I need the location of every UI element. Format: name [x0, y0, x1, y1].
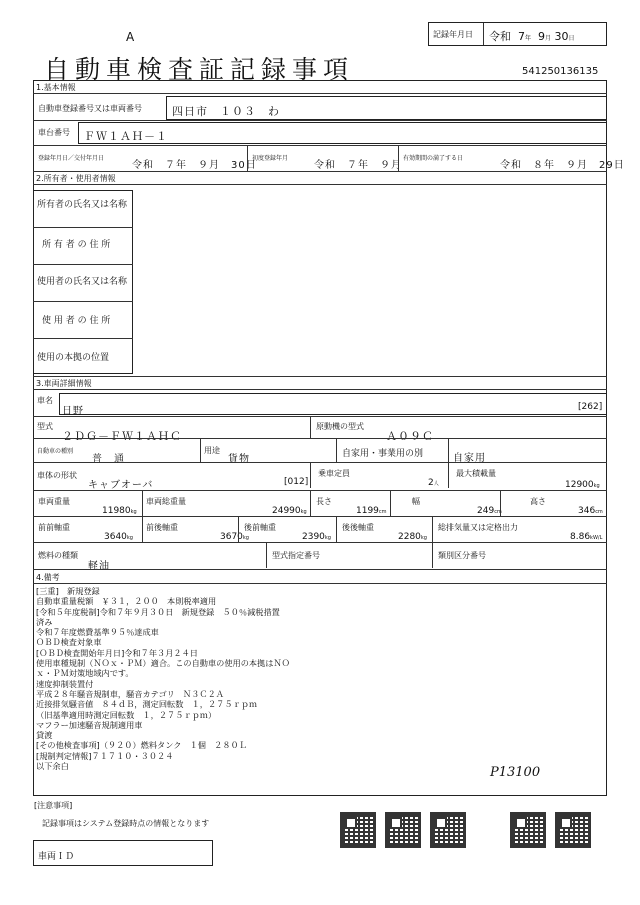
remark-line: [ＯＢＤ検査開始年月日]令和７年３月２４日 [36, 647, 198, 658]
section-vehicle-title: 3.車両詳細情報 [36, 379, 92, 388]
axle-ff-label: 前前軸重 [38, 523, 70, 532]
remark-line: [その他検査事項]（９２０）燃料タンク １個 ２８０Ｌ [36, 740, 247, 751]
shape-value: キャブオーバ [88, 480, 154, 491]
axle-fr-value: 3670kg [220, 532, 249, 542]
reg-number-value: 四日市 １０３ わ [172, 105, 280, 118]
owner-address-label: 所 有 者 の 住 所 [42, 240, 111, 250]
remark-line: 使用車種規制（ＮＯｘ・ＰＭ）適合。この自動車の使用の本拠はＮＯ [36, 658, 290, 669]
owner-name-label: 所有者の氏名又は名称 [37, 200, 128, 210]
axle-fr-label: 前後軸重 [146, 523, 178, 532]
max-load-value: 12900kg [565, 480, 600, 490]
document-number: 541250136135 [522, 66, 599, 77]
section-remarks-title: 4.備考 [36, 573, 60, 582]
engine-value: Ａ０９Ｃ [386, 430, 434, 443]
make-value: 日野 [62, 406, 84, 417]
weight-value: 11980kg [102, 506, 137, 516]
remark-line: [令和５年度税制]令和７年９月３０日 新規登録 ５０％減税措置 [36, 606, 280, 617]
remark-line: [規制判定情報]７１７１０・３０２４ [36, 750, 174, 761]
qr-code-2 [385, 812, 421, 848]
qr-code-1 [340, 812, 376, 848]
shape-label: 車体の形状 [37, 471, 77, 480]
first-reg-value: 令和 ７年 ９月 [314, 160, 402, 171]
model-value: ２ＤＧ－ＦＷ１ＡＨＣ [62, 430, 182, 443]
reg-date-value: 令和 ７年 ９月 30日 [132, 160, 257, 171]
qr-code-4 [510, 812, 546, 848]
record-date-label: 記録年月日 [433, 30, 473, 39]
remark-line: 済み [36, 616, 53, 627]
displacement-value: 8.86kW/L [570, 532, 603, 542]
vehicle-id-box [33, 840, 213, 866]
remark-line: 平成２８年騒音規制車，騒音カテゴリ Ｎ３Ｃ２Ａ [36, 688, 224, 699]
user-address-label: 使 用 者 の 住 所 [42, 316, 111, 326]
first-reg-label: 初度登録年月 [252, 155, 289, 162]
chassis-label: 車台番号 [38, 128, 70, 137]
remark-line: [三重] 新規登録 [36, 586, 100, 596]
gross-value: 24990kg [272, 506, 307, 516]
remark-line: 令和７年度燃費基準９５％達成車 [36, 627, 159, 638]
remark-line: 速度抑制装置付 [36, 678, 94, 689]
remark-line: 貸渡 [36, 730, 53, 741]
remark-line: マフラー加速騒音規制適用車 [36, 719, 143, 730]
remark-line: ｘ・ＰＭ対策地域内です。 [36, 668, 134, 679]
private-label: 自家用・事業用の別 [342, 449, 424, 459]
base-location-label: 使用の本拠の位置 [37, 353, 110, 363]
reg-date-label: 登録年月日／交付年月日 [38, 155, 105, 162]
axle-rf-label: 後前軸重 [244, 523, 276, 532]
remarks-list [36, 586, 290, 771]
chassis-value: ＦＷ１ＡＨ－１ [84, 130, 168, 143]
gross-label: 車両総重量 [146, 497, 186, 506]
notice-text: 記録事項はシステム登録時点の情報となります [42, 819, 210, 828]
width-value: 249cm [477, 506, 502, 516]
make-label: 車名 [37, 396, 53, 405]
expiry-value: 令和 ８年 ９月 29日 [500, 160, 625, 171]
make-code: [262] [578, 402, 603, 412]
qr-code-5 [555, 812, 591, 848]
use-label: 用途 [204, 446, 220, 455]
expiry-label: 有効期間の満了する日 [403, 155, 464, 162]
page-title: 自動車検査証記録事項 [44, 55, 355, 84]
axle-rf-value: 2390kg [302, 532, 331, 542]
use-value: 貨物 [228, 454, 250, 465]
capacity-label: 乗車定員 [318, 469, 350, 478]
record-date-box [428, 22, 607, 46]
shape-code: [012] [284, 477, 309, 487]
kind-label: 自動車の種別 [37, 448, 74, 455]
axle-rr-value: 2280kg [398, 532, 427, 542]
length-label: 長さ [316, 497, 332, 506]
record-date-value: 令和 7年 9月 30日 [489, 30, 575, 43]
section-basic-title: 1.基本情報 [36, 83, 76, 92]
qr-code-3 [430, 812, 466, 848]
weight-label: 車両重量 [38, 497, 70, 506]
remark-line: （旧基準適用時測定回転数 １，２７５ｒｐｍ） [36, 709, 217, 720]
section-owner-title: 2.所有者・使用者情報 [36, 174, 116, 183]
height-value: 346cm [578, 506, 603, 516]
fuel-label: 燃料の種類 [38, 551, 78, 560]
user-name-label: 使用者の氏名又は名称 [37, 277, 128, 287]
kind-value: 普 通 [92, 454, 125, 465]
corner-mark: A [126, 30, 135, 44]
model-label: 型式 [37, 422, 53, 431]
handwritten-note: P13100 [490, 765, 541, 780]
class-number-label: 類別区分番号 [438, 551, 486, 560]
axle-rr-label: 後後軸重 [342, 523, 374, 532]
remark-line: ＯＢＤ検査対象車 [36, 637, 102, 648]
notice-title: [注意事項] [34, 801, 73, 810]
engine-label: 原動機の型式 [316, 422, 364, 431]
displacement-label: 総排気量又は定格出力 [438, 523, 518, 532]
reg-number-label: 自動車登録番号又は車両番号 [38, 104, 142, 113]
private-value: 自家用 [453, 453, 486, 464]
fuel-value: 軽油 [88, 561, 110, 572]
remark-line: 自動車重量税額 ￥３１，２００ 本則税率適用 [36, 596, 217, 607]
type-designation-label: 型式指定番号 [272, 551, 320, 560]
axle-ff-value: 3640kg [104, 532, 133, 542]
remark-line: 近接排気騒音値 ８４ｄＢ，測定回転数 １，２７５ｒｐｍ [36, 699, 258, 710]
height-label: 高さ [530, 497, 546, 506]
vehicle-id-label: 車両ＩＤ [38, 852, 75, 862]
remark-line: 以下余白 [36, 761, 69, 772]
capacity-value: 2人 [428, 478, 439, 488]
max-load-label: 最大積載量 [456, 469, 496, 478]
width-label: 幅 [412, 497, 420, 506]
length-value: 1199cm [356, 506, 387, 516]
